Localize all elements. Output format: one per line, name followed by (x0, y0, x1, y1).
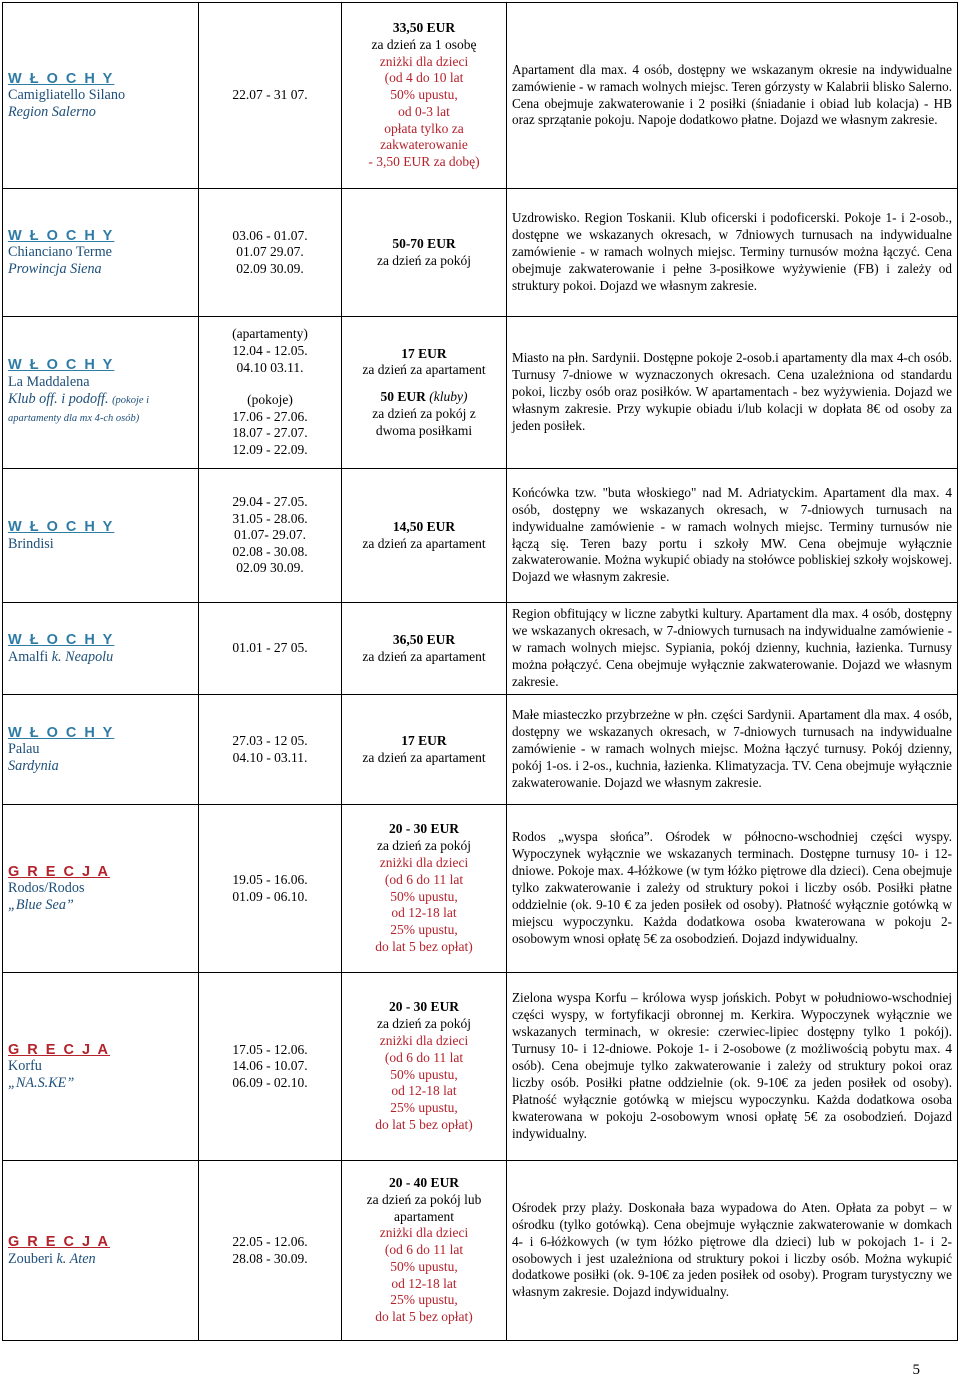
club-label (8, 391, 193, 428)
date-range: 03.06 - 01.07. (232, 227, 308, 243)
date-range: 18.07 - 27.07. (232, 425, 308, 441)
description-cell: Apartament dla max. 4 osób, dostępny we wskazanym okresie na indywidualne zamówienie - w ramach wolnych miejsc. Teren górzysty w Kalabrii blisko Salerno. Cena obejmuje zakwaterowanie i 2 posiłki (śniadanie i obiad lub kolacja) - HB oraz sprzątanie pokoju. Napoje dodatkowo płatne. Dojazd we własnym zakresie. (507, 3, 958, 189)
description-cell: Uzdrowisko. Region Toskanii. Klub oficerski i podoficerski. Pokoje 1- i 2-osob., dostępne we wskazanych okresach, w 7dniowych turnusach na indywidualne zamówienie - w ramach wolnych miejsc. Terminy turnusów można łączyć. Cena obejmuje zakwaterowanie i pełne 3-posiłkowe wyżywienie (FB) i zależy od struktury pokoi. Dojazd we własnym zakresie. (507, 189, 958, 317)
date-range: 04.10 03.11. (236, 359, 304, 375)
price-unit: za dzień za apartament (362, 362, 486, 378)
dates-section-label: (pokoje) (247, 392, 293, 408)
destination-cell (3, 1161, 199, 1341)
table-row (3, 469, 958, 603)
place-name: Amalfi (8, 648, 49, 665)
price-amount: 17 EUR (401, 732, 447, 748)
table-row (3, 695, 958, 805)
place-name: Korfu (8, 1058, 42, 1075)
child-discount-line: - 3,50 EUR za dobę) (368, 154, 480, 170)
dates-section-label: (apartamenty) (232, 326, 308, 342)
child-discount-line: zniżki dla dzieci (379, 854, 469, 870)
date-range: 02.09 30.09. (236, 560, 304, 576)
country-label: W Ł O C H Y (8, 518, 115, 535)
dates-cell (199, 3, 342, 189)
country-label: W Ł O C H Y (8, 724, 115, 741)
child-discount-line: zniżki dla dzieci (379, 53, 469, 69)
date-range: 06.09 - 02.10. (232, 1074, 308, 1090)
child-discount-line: do lat 5 bez opłat) (375, 1309, 473, 1325)
date-range: 17.05 - 12.06. (232, 1041, 308, 1057)
date-range: 12.04 - 12.05. (232, 343, 308, 359)
child-discount-line: 50% upustu, (390, 888, 458, 904)
place-label (8, 649, 193, 666)
destination-cell (3, 317, 199, 469)
destination-cell (3, 3, 199, 189)
place-name: Rodos/Rodos (8, 880, 85, 897)
dates-cell (199, 805, 342, 973)
place-suffix: k. Neapolu (51, 648, 114, 665)
date-range: 17.06 - 27.06. (232, 408, 308, 424)
table-row (3, 1161, 958, 1341)
price-unit: za dzień za apartament (362, 535, 486, 551)
child-discount-line: (od 6 do 11 lat (384, 1242, 464, 1258)
description-cell: Końcówka tzw. "buta włoskiego" nad M. Adriatyckim. Apartament dla max. 4 osób, dostępny we wskazanych okresach, w 7-dniowych turnusach na indywidualne zamówienie - w ramach wolnych miejsc. Terminy turnusów nie łączą się. Teren bazy portu i szkoły MW. Cena obejmuje wyłącznie zakwaterowanie. Można wykupić obiady na stołówce pobliskiej szkoły wojskowej. Dojazd we własnym zakresie. (507, 469, 958, 603)
dates-cell (199, 469, 342, 603)
table-row (3, 973, 958, 1161)
destination-cell (3, 603, 199, 695)
destination-cell (3, 973, 199, 1161)
child-discount-line: 50% upustu, (390, 1258, 458, 1274)
date-range: 29.04 - 27.05. (232, 494, 308, 510)
description-cell: Region obfitujący w liczne zabytki kultury. Apartament dla max. 4 osób, dostępny we wskazanych okresach, w 7-dniowych turnusach na indywidualne zamówienie - w ramach wolnych miejsc. Sypiania, pokój dzienny, kuchnia, łazienka. Turnusy można połączyć. Cena obejmuje wyłącznie zakwaterowanie. Dojazd we własnym zakresie. (507, 603, 958, 695)
club-name: Klub off. i podoff. (8, 390, 109, 407)
price-cell (342, 317, 507, 469)
date-range: 01.07- 29.07. (234, 527, 306, 543)
date-range: 01.07 29.07. (236, 244, 304, 260)
region-name: Sardynia (8, 757, 59, 774)
price-amount: 33,50 EUR (392, 19, 456, 35)
date-range: 19.05 - 16.06. (232, 871, 308, 887)
date-range: 31.05 - 28.06. (232, 510, 308, 526)
dates-cell (199, 317, 342, 469)
child-discount-line: (od 6 do 11 lat (384, 1049, 464, 1065)
date-range: 01.01 - 27 05. (232, 640, 308, 656)
table-row (3, 805, 958, 973)
child-discount-line: opłata tylko za (384, 120, 464, 136)
price-note: (kluby) (429, 389, 468, 405)
child-discount-line: od 12-18 lat (391, 1083, 457, 1099)
region-name: Prowincja Siena (8, 260, 102, 277)
price-cell (342, 973, 507, 1161)
price-amount: 50 EUR (380, 389, 426, 405)
country-label: W Ł O C H Y (8, 357, 115, 374)
child-discount-line: od 0-3 lat (398, 103, 450, 119)
dates-cell (199, 973, 342, 1161)
price-unit: za dzień za pokój (376, 252, 472, 268)
place-name: Zouberi (8, 1250, 53, 1267)
country-label: G R E C J A (8, 863, 111, 880)
destination-cell (3, 695, 199, 805)
date-range: 22.05 - 12.06. (232, 1233, 308, 1249)
price-amount: 36,50 EUR (392, 631, 456, 647)
date-range: 04.10 - 03.11. (232, 749, 308, 765)
table-row (3, 317, 958, 469)
description-cell: Rodos „wyspa słońca”. Ośrodek w północno-wschodniej części wyspy. Wypoczynek wyłącznie we wskazanych terminach. Dostępne turnusy 10- i 12-dniowe. Pokoje max. 4-łóżkowe (w tym łóżko piętrowe dla dzieci). Cena obejmuje tylko zakwaterowanie i zależy od struktury pokoi i liczby osób. Posiłki płatne oddzielnie (ok. 9-10 € za jeden posiłek od osoby). Płatność wyłącznie gotówką w miejscu wypoczynku. Każda dodatkowa osoba kwaterowana w pokoju 2-osobowym wnosi opłatę 5€ za osobodzień. Dojazd indywidualny. (507, 805, 958, 973)
date-range: 14.06 - 10.07. (232, 1058, 308, 1074)
price-amount: 20 - 30 EUR (388, 999, 460, 1015)
country-label: W Ł O C H Y (8, 631, 115, 648)
price-unit: apartament (394, 1208, 454, 1224)
resort-name: „Blue Sea” (8, 896, 74, 913)
table-row (3, 603, 958, 695)
place-name: Palau (8, 741, 40, 758)
dates-cell (199, 603, 342, 695)
child-discount-line: (od 6 do 11 lat (384, 871, 464, 887)
child-discount-line: (od 4 do 10 lat (384, 70, 464, 86)
price-unit: za dzień za pokój (376, 838, 472, 854)
dates-cell (199, 189, 342, 317)
date-range: 27.03 - 12 05. (232, 732, 308, 748)
price-unit: za dzień za pokój (376, 1016, 472, 1032)
child-discount-line: zniżki dla dzieci (379, 1225, 469, 1241)
description-cell: Zielona wyspa Korfu – królowa wysp jońskich. Pobyt w południowo-wschodniej części wyspy, w fortyfikacji obronnej m. Kerkira. Wypoczynek wyłącznie we wskazanych terminach, w okresie: czerwiec-lipiec dostępny tylko 1 pokój). Turnusy 10- i 12-dniowe. Pokoje 1- i 2-osobowe (z możliwością pobytu max. 4 osób). Cena obejmuje tylko zakwaterowanie i zależy od struktury pokoi oraz liczby osób. Posiłki płatne oddzielnie (ok. 9-10€ za jeden posiłek od osoby). Płatność wyłącznie gotówką w miejscu wypoczynku. Każda dodatkowa osoba kwaterowana w pokoju 2-osobowym wnosi opłatę 5€ za osobodzień. Dojazd indywidualny. (507, 973, 958, 1161)
dates-cell (199, 1161, 342, 1341)
price-unit: za dzień za pokój z (372, 405, 476, 421)
destination-cell (3, 469, 199, 603)
date-range: 28.08 - 30.09. (232, 1250, 308, 1266)
description-cell: Małe miasteczko przybrzeżne w płn. części Sardynii. Apartament dla max. 4 osób, dostępny we wskazanych okresach, w 7-dniowych turnusach na indywidualne zamówienie - w ramach wolnych miejsc. Można łączyć turnusy. Pokój dzienny, pokój 1-os. i 2-os., kuchnia, łazienka. Klimatyzacja. TV. Cena obejmuje wyłącznie zakwaterowanie. Dojazd we własnym zakresie. (507, 695, 958, 805)
place-suffix: k. Aten (56, 1250, 96, 1267)
child-discount-line: 50% upustu, (390, 87, 458, 103)
price-unit: dwoma posiłkami (375, 422, 473, 438)
price-amount-2 (347, 389, 501, 406)
child-discount-line: do lat 5 bez opłat) (375, 1116, 473, 1132)
price-unit: za dzień za apartament (362, 648, 486, 664)
child-discount-line: 50% upustu, (390, 1066, 458, 1082)
offers-table (2, 2, 958, 1341)
place-name: Chianciano Terme (8, 244, 112, 261)
price-cell (342, 1161, 507, 1341)
date-range: 12.09 - 22.09. (232, 441, 308, 457)
spacer (204, 376, 336, 392)
place-name: Brindisi (8, 535, 54, 552)
child-discount-line: 25% upustu, (390, 1100, 458, 1116)
price-cell (342, 469, 507, 603)
price-amount: 14,50 EUR (392, 518, 456, 534)
date-range: 22.07 - 31 07. (232, 87, 308, 103)
dates-cell (199, 695, 342, 805)
child-discount-line: 25% upustu, (390, 1292, 458, 1308)
destination-cell (3, 805, 199, 973)
price-cell (342, 3, 507, 189)
place-name: La Maddalena (8, 373, 90, 390)
child-discount-line: zniżki dla dzieci (379, 1032, 469, 1048)
date-range: 02.09 30.09. (236, 260, 304, 276)
price-amount: 20 - 30 EUR (388, 821, 460, 837)
club-note: (pokoje i apartamenty dla mx 4-ch osób) (8, 394, 150, 425)
price-cell (342, 805, 507, 973)
country-label: W Ł O C H Y (8, 70, 115, 87)
price-cell (342, 695, 507, 805)
spacer (347, 379, 501, 389)
page-number: 5 (912, 1362, 920, 1378)
country-label: G R E C J A (8, 1233, 111, 1250)
child-discount-line: zakwaterowanie (380, 137, 468, 153)
region-name: Region Salerno (8, 103, 96, 120)
price-unit: za dzień za 1 osobę (371, 36, 477, 52)
price-amount: 20 - 40 EUR (388, 1174, 460, 1190)
price-unit: za dzień za apartament (362, 749, 486, 765)
price-amount: 50-70 EUR (392, 235, 456, 251)
place-name: Camigliatello Silano (8, 87, 126, 104)
table-row (3, 189, 958, 317)
child-discount-line: od 12-18 lat (391, 905, 457, 921)
country-label: W Ł O C H Y (8, 227, 115, 244)
country-label: G R E C J A (8, 1041, 111, 1058)
price-amount: 17 EUR (401, 345, 447, 361)
date-range: 01.09 - 06.10. (232, 888, 308, 904)
destination-cell (3, 189, 199, 317)
date-range: 02.08 - 30.08. (232, 543, 308, 559)
price-cell (342, 603, 507, 695)
child-discount-line: 25% upustu, (390, 922, 458, 938)
description-cell: Ośrodek przy plaży. Doskonała baza wypadowa do Aten. Opłata za pobyt – w ośrodku (tylko gotówką). Cena obejmuje wyłącznie zakwaterowanie w domkach 4- i 6-łóżkowych (w tym łóżko piętrowe dla dzieci) lub w pokojach 1- i 2-osobowych i jest uzależniona od struktury pokoi i liczby osób. Można wykupić dodatkowe posiłki (ok. 9-10€ za jeden posiłek od osoby). Program turystyczny we własnym zakresie. Dojazd indywidualny. (507, 1161, 958, 1341)
description-cell: Miasto na płn. Sardynii. Dostępne pokoje 2-osob.i apartamenty dla max 4-ch osób. Turnusy 7-dniowe w wyznaczonych okresach. Cena uzależniona od standardu pokoi, liczby osób oraz posiłków. W apartamentach - bez wyżywienia. Dojazd we własnym zakresie. Przy wykupie obiadu i/lub kolacji w dopłata 8€ od osoby za jeden posiłek. (507, 317, 958, 469)
table-row (3, 3, 958, 189)
child-discount-line: do lat 5 bez opłat) (375, 938, 473, 954)
resort-name: „NA.S.KE” (8, 1074, 75, 1091)
place-label (8, 1251, 193, 1268)
price-unit: za dzień za pokój lub (366, 1191, 482, 1207)
price-cell (342, 189, 507, 317)
child-discount-line: od 12-18 lat (391, 1275, 457, 1291)
